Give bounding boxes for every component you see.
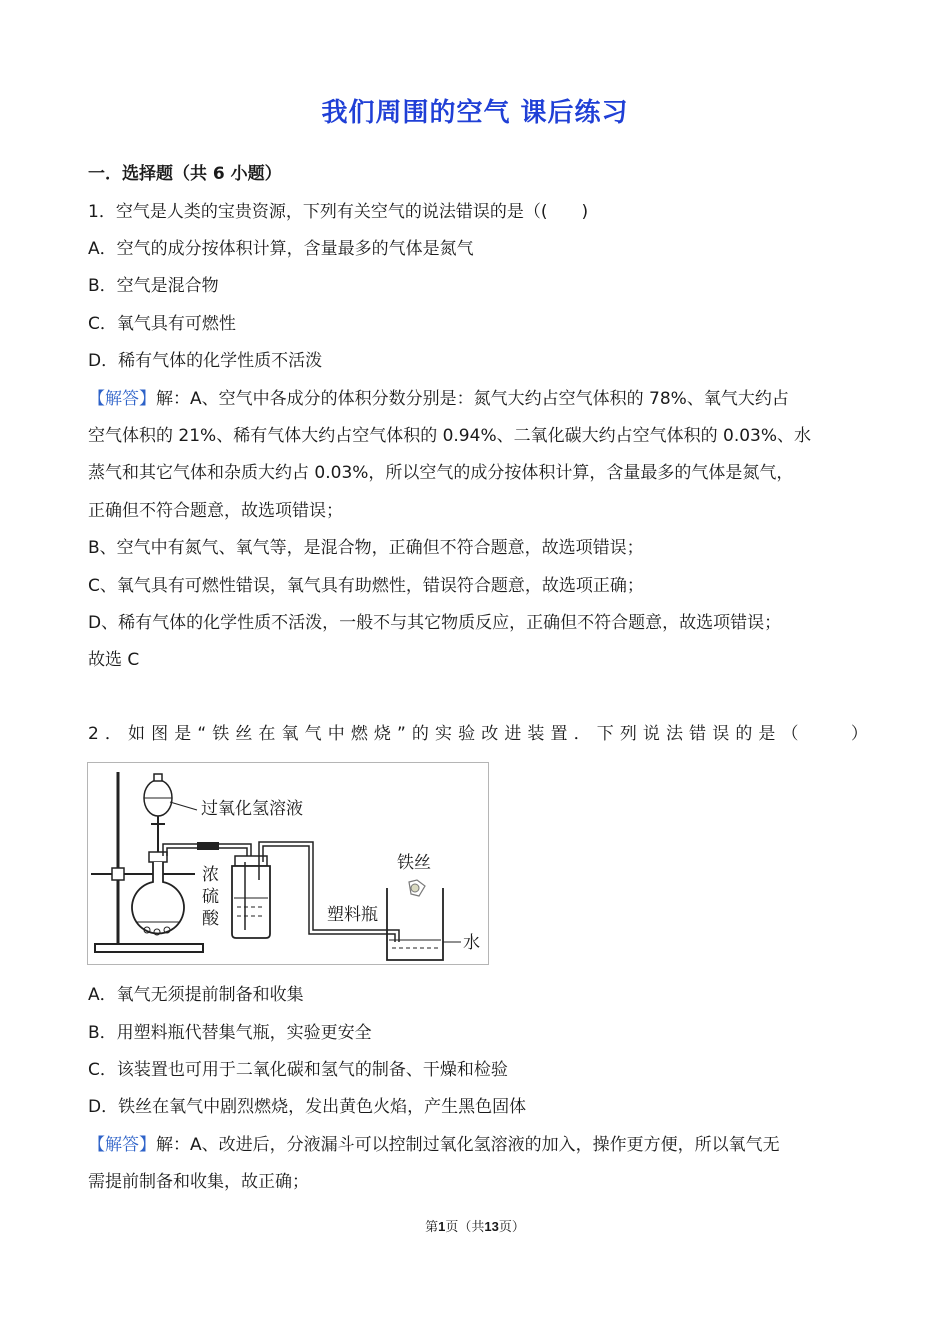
question-2-stem: 2．如图是“铁丝在氧气中燃烧”的实验改进装置．下列说法错误的是（ ） <box>88 724 874 744</box>
question-2-option-a: A．氧气无须提前制备和收集 <box>88 985 304 1005</box>
footer-page-total: 13 <box>484 1219 499 1234</box>
question-1-answer-line-8: 故选 C <box>88 650 140 670</box>
label-sulfuric: 硫 <box>202 887 219 907</box>
footer-suffix: 页） <box>498 1220 525 1235</box>
page-footer <box>0 1216 950 1235</box>
question-1-answer-line-7: D、稀有气体的化学性质不活泼，一般不与其它物质反应，正确但不符合题意，故选项错误； <box>88 613 782 633</box>
label-hydrogen-peroxide: 过氧化氢溶液 <box>201 799 303 819</box>
footer-page-number: 1 <box>438 1219 446 1234</box>
question-1-option-d: D．稀有气体的化学性质不活泼 <box>88 351 323 371</box>
section-heading: 一．选择题（共 6 小题） <box>88 164 282 184</box>
label-plastic-bottle: 塑料瓶 <box>327 905 378 925</box>
question-2-option-b: B．用塑料瓶代替集气瓶，实验更安全 <box>88 1023 372 1043</box>
answer-tag: 【解答】 <box>88 1135 156 1155</box>
question-1-option-c: C．氧气具有可燃性 <box>88 314 236 334</box>
answer-text: 解：A、空气中各成分的体积分数分别是：氮气大约占空气体积的 78%、氧气大约占 <box>156 389 789 409</box>
question-1-answer-line-1 <box>88 388 789 410</box>
answer-text: 解：A、改进后，分液漏斗可以控制过氧化氢溶液的加入，操作更方便，所以氧气无 <box>156 1135 780 1155</box>
label-water: 水 <box>463 933 480 953</box>
question-2-answer-line-1 <box>88 1134 780 1156</box>
label-acid: 酸 <box>202 909 219 929</box>
question-1-answer-line-5: B、空气中有氮气、氧气等，是混合物，正确但不符合题意，故选项错误； <box>88 538 644 558</box>
question-2-answer-line-2: 需提前制备和收集，故正确； <box>88 1172 309 1192</box>
label-iron-wire: 铁丝 <box>397 853 431 873</box>
footer-prefix: 第 <box>425 1220 439 1235</box>
question-1-answer-line-6: C、氧气具有可燃性错误，氧气具有助燃性，错误符合题意，故选项正确； <box>88 576 644 596</box>
question-1-answer-line-2: 空气体积的 21%、稀有气体大约占空气体积的 0.94%、二氧化碳大约占空气体积的 0.03%、水 <box>88 426 812 446</box>
footer-mid: 页（共 <box>445 1220 485 1235</box>
question-1-option-b: B．空气是混合物 <box>88 276 219 296</box>
question-1-option-a: A．空气的成分按体积计算，含量最多的气体是氮气 <box>88 239 474 259</box>
question-1-answer-line-3: 蒸气和其它气体和杂质大约占 0.03%，所以空气的成分按体积计算，含量最多的气体是氮气， <box>88 463 794 483</box>
question-2-option-c: C．该装置也可用于二氧化碳和氢气的制备、干燥和检验 <box>88 1060 508 1080</box>
label-concentrated: 浓 <box>202 865 219 885</box>
document-title: 我们周围的空气 课后练习 <box>321 98 629 128</box>
answer-tag: 【解答】 <box>88 389 156 409</box>
question-1-answer-line-4: 正确但不符合题意，故选项错误； <box>88 501 343 521</box>
question-1-stem: 1．空气是人类的宝贵资源，下列有关空气的说法错误的是（( ) <box>88 202 589 222</box>
question-2-option-d: D．铁丝在氧气中剧烈燃烧，发出黄色火焰，产生黑色固体 <box>88 1097 527 1117</box>
apparatus-figure <box>87 762 489 965</box>
